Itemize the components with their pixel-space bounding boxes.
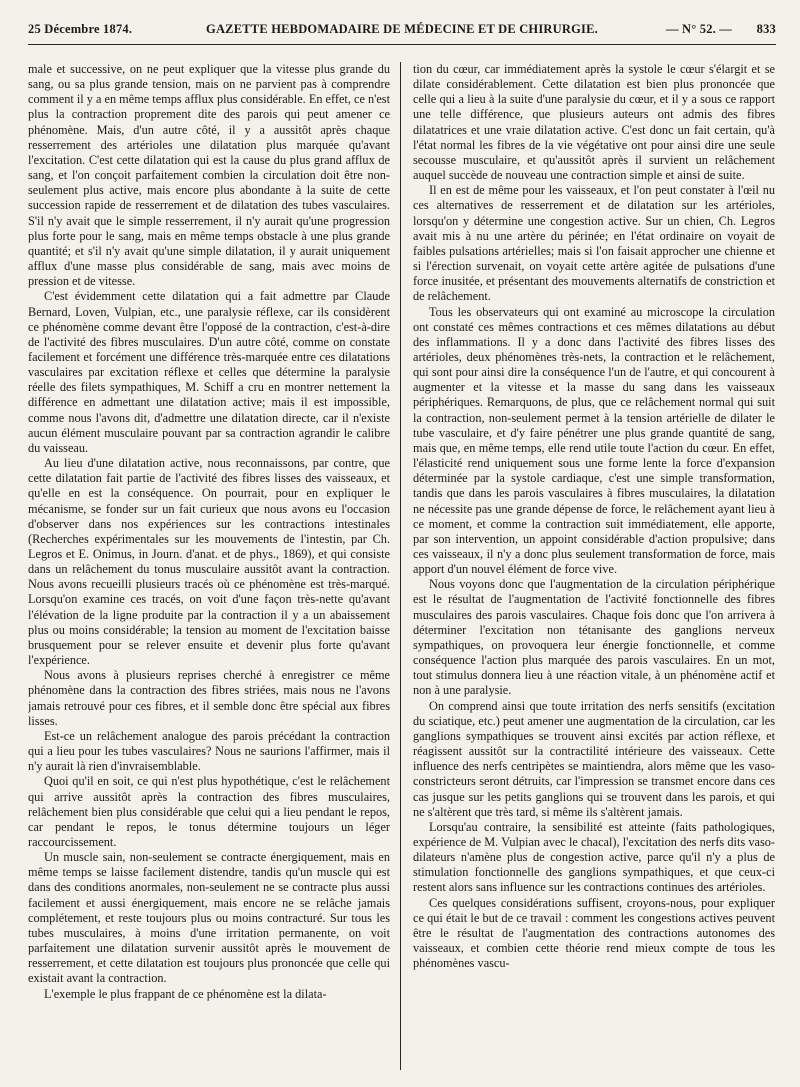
paragraph: male et successive, on ne peut expliquer que la vitesse plus grande du sang, ou sa plus grande tension, mais on ne parvient pas à comprendre comment il y a en même temps afflux plus considérable. En effet, ce n'est plus la contraction proprement dite des parois qui peut amener ce phénomène. Mais, d'un autre côté, il y a aussitôt après chaque resserrement des artérioles une dilatation plus marquée qu'avant l'excitation. C'est cette dilatation qui est la cause du plus grand afflux de sang, et l'on conçoit parfaitement combien la circulation doit être non-seulement plus active, mais encore plus abondante à la suite de cette succession rapide de resserrement et de dilatation des tubes vasculaires. S'il n'y avait que le simple resserrement, il n'y aurait qu'une progression plus forte pour le sang, mais en même temps obstacle à une plus grande quantité; et s'il n'y avait qu'une simple dilatation, il y aurait uniquement afflux d'une masse plus considérable de sang, mais avec moins de pression et de vitesse. [28,62,390,289]
header-rule [28,44,776,45]
paragraph: Au lieu d'une dilatation active, nous reconnaissons, par contre, que cette dilatation fait partie de l'activité des fibres lisses des vaisseaux, et qu'elle en est la conséquence. On pourrait, pour en expliquer le mécanisme, se fonder sur un fait curieux que nous avons eu l'occasion d'observer dans nos expériences sur les contractions intestinales (Recherches expérimentales sur les mouvements de l'intestin, par Ch. Legros et E. Onimus, in Journ. d'anat. et de phys., 1869), et qui consiste dans un relâchement du tonus musculaire aussitôt avant la contraction. Nous avons recueilli plusieurs tracés où ce phénomène est très-marqué. Lorsqu'on examine ces tracés, on voit d'une façon très-nette qu'avant l'élévation de la ligne produite par la contraction il y a un abaissement plus ou moins considérable; la tension au moment de l'excitation baisse brusquement pour se relever ensuite et devenir plus forte qu'avant l'expérience. [28,456,390,668]
column-divider [400,62,401,1070]
paragraph: C'est évidemment cette dilatation qui a fait admettre par Claude Bernard, Loven, Vulpian, etc., une paralysie réflexe, car ils considèrent ce phénomène comme devant être l'opposé de la contraction, c'est-à-dire de l'activité des fibres musculaires. D'un autre côté, comme on constate facilement et forcément une différence très-marquée entre ces dilatations vasculaires par excitation réflexe et celles que détermine la paralysie réelle des filets sympathiques, M. Schiff a cru en montrer nettement la différence en admettant une dilatation active; mais il est impossible, comme nous l'avons dit, d'admettre une dilatation directe, car il n'existe aucun élément musculaire pouvant par sa contraction agrandir le calibre du vaisseau. [28,289,390,455]
paragraph: Tous les observateurs qui ont examiné au microscope la circulation ont constaté ces mêmes contractions et ces mêmes dilatations au début des inflammations. Il y a donc dans l'activité des fibres lisses des artérioles, deux phénomènes très-nets, la contraction et le relâchement, qui sont pour ainsi dire la conséquence l'un de l'autre, et qui concourent à augmenter et la vitesse et la masse du sang dans les vaisseaux périphériques. Remarquons, de plus, que ce relâchement normal qui suit la contraction, non-seulement permet à la tension artérielle de dilater le tube vasculaire, et d'y faire pénétrer une plus grande quantité de sang, mais que, en même temps, elle rend utile toute l'action du cœur. En effet, l'élasticité rend uniquement sous une forme lente la force d'expansion déterminée par la systole cardiaque, c'est une simple transformation, tandis que dans les parois vasculaires à fibres musculaires, la dilatation ne nécessite pas une grande dépense de force, le relâchement ayant lieu à ce moment, et comme la contraction suit immédiatement, elle apporte, par son intervention, un appoint considérable d'action propulsive; dans ces vaisseaux, il n'y a donc plus seulement transformation de force, mais apport d'un nouvel élément de force vive. [413,304,775,577]
paragraph: L'exemple le plus frappant de ce phénomène est la dilata- [44,986,327,1001]
paragraph: Ces quelques considérations suffisent, croyons-nous, pour expliquer ce qui était le but de ce travail : comment les congestions actives peuvent être le résultat de l'augmentation des contractions autonomes des vaisseaux, et combien cette théorie rend mieux compte de tous les phénomènes vascu- [413,895,775,971]
paragraph: Il en est de même pour les vaisseaux, et l'on peut constater à l'œil nu ces alternatives de resserrement et de dilatation sur les artérioles, lorsqu'on y détermine une congestion active. Sur un chien, Ch. Legros avait mis à nu une artère du périnée; en l'état ordinaire on voyait de faibles pulsations artérielles; mais si l'on faisait approcher une chienne et si l'érection survenait, on voyait cette artère agitée de pulsations d'une force inusitée, et présentant des mouvements alternatifs de constriction et de relâchement. [413,183,775,304]
paragraph: Un muscle sain, non-seulement se contracte énergiquement, mais en même temps se laisse facilement distendre, tandis qu'un muscle qui est dans des conditions anormales, non-seulement ne se contracte plus aussi facilement et aussi énergiquement, mais encore ne se relâche jamais complétement, et reste toujours plus ou moins contracturé. Sur tous les tubes musculaires, à moins d'une irritation permanente, on voit parfaitement une dilatation survenir aussitôt après le mouvement de resserrement, et cette dilatation est toujours plus prononcée que celle qui existait avant la contraction. [28,850,390,986]
header-title: GAZETTE HEBDOMADAIRE DE MÉDECINE ET DE CHIRURGIE. [206,22,598,36]
paragraph: On comprend ainsi que toute irritation des nerfs sensitifs (excitation du sciatique, etc.) peut amener une augmentation de la circulation, car les ganglions sympathiques se trouvent ainsi excités par action réflexe, et réagissent aussitôt sur la contractilité intérieure des vaisseaux. Cette influence des nerfs centripètes se maintiendra, alors même que les vaso-constricteurs seront détruits, car l'impression se transmet encore dans ces cas jusque sur les petits ganglions qui se trouvent dans les parois, et qui ne s'altèrent que très tard, si même ils s'altèrent jamais. [413,698,775,819]
page-header [28,22,776,44]
paragraph: Est-ce un relâchement analogue des parois précédant la contraction qui a lieu pour les tubes vasculaires? Nous ne saurions l'affirmer, mais il n'y aurait là rien d'invraisemblable. [28,728,390,774]
paragraph: tion du cœur, car immédiatement après la systole le cœur s'élargit et se dilate considérablement. Cette dilatation est bien plus prononcée que celle qui a lieu à la suite d'une paralysie du cœur, et il y a sous ce rapport une telle différence, que plusieurs auteurs ont admis des fibres dilatatrices et une vraie dilatation active. C'est donc un fait certain, qu'à l'état normal les fibres de la vie végétative ont pour ainsi dire une seule secousse musculaire, et qu'aussitôt après il survient un relâchement auquel succède de nouveau une contraction simple et ainsi de suite. [413,62,775,183]
header-date: 25 Décembre 1874. [28,22,133,36]
paragraph: Lorsqu'au contraire, la sensibilité est atteinte (faits pathologiques, expérience de M. Vulpian avec le chacal), l'excitation des nerfs dits vaso-dilateurs n'amène plus de congestion active, parce qu'il n'y a plus de stimulation fonctionnelle des ganglions sympathiques, et que ceux-ci restent alors sans influence sur les contractions continues des artérioles. [413,819,775,895]
header-issue-number: — N° 52. — [665,22,732,36]
left-column [28,62,390,1072]
paragraph: Nous avons à plusieurs reprises cherché à enregistrer ce même phénomène dans la contraction des fibres striées, mais nous ne l'avons jamais retrouvé pour ces fibres, et il semble donc être spécial aux fibres lisses. [28,668,390,728]
header-page-number: 833 [756,22,776,36]
right-column [413,62,775,1072]
paragraph: Nous voyons donc que l'augmentation de la circulation périphérique est le résultat de l'augmentation de l'activité fonctionnelle des fibres musculaires des parois vasculaires. Chaque fois donc que l'on arrivera à déterminer l'excitation non tétanisante des ganglions nerveux sympathiques, on provoquera leur énergie fonctionnelle, et comme conséquence l'action plus marquée des parois vasculaires. En un mot, tout stimulus donnera lieu à une réaction vitale, à un phénomène actif et non à une paralysie. [413,577,775,698]
paragraph: Quoi qu'il en soit, ce qui n'est plus hypothétique, c'est le relâchement qui arrive aussitôt après la contraction des fibres musculaires, relâchement bien plus considérable que celui qui a lieu pendant le repos, car pendant le repos, le tonus détermine toujours un léger raccourcissement. [28,774,390,849]
